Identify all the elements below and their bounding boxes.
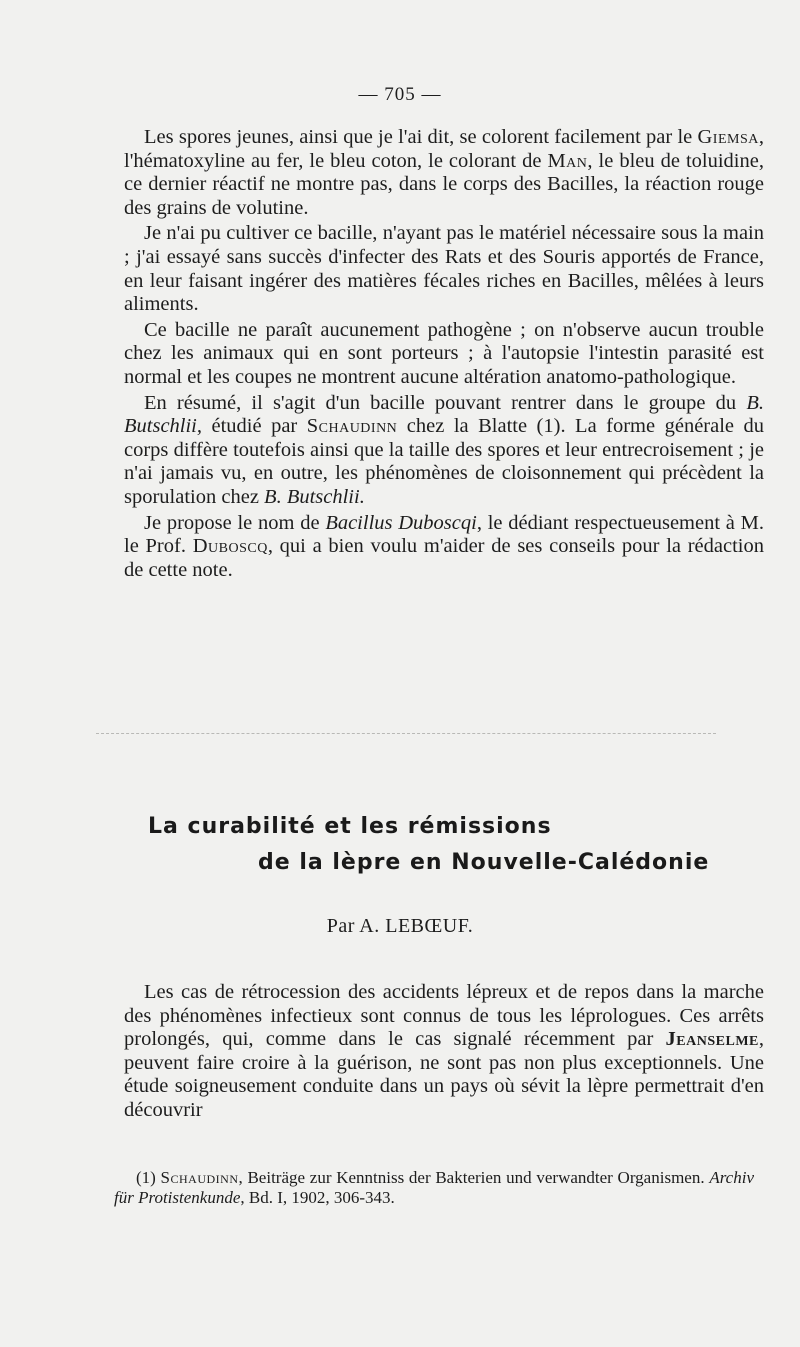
article-title-line-1: La curabilité et les rémissions [148, 814, 552, 839]
paragraph-naming: Je propose le nom de Bacillus Duboscqi, le dédiant respectueusement à M. le Prof. Duboscq, qui a bien voulu m'aider de ses conseils pour la rédaction de cette note. [124, 511, 764, 581]
paragraph-staining: Les spores jeunes, ainsi que je l'ai dit, se colorent facilement par le Giemsa, l'hématoxyline au fer, le bleu coton, le colorant de Man, le bleu de toluidine, ce dernier réactif ne montre pas, dans le corps des Bacilles, la réaction rouge des grains de volutine. [124, 126, 764, 219]
paragraph-summary: En résumé, il s'agit d'un bacille pouvant rentrer dans le groupe du B. Butschlii, étudié par Schaudinn chez la Blatte (1). La forme générale du corps diffère toutefois ainsi que la taille des spores et leur entrecroisement ; je n'ai jamais vu, en outre, les phénomènes de cloisonnement qui précèdent la sporulation chez B. Butschlii. [124, 391, 764, 508]
section-previous-article [124, 126, 764, 582]
article-title-line-2: de la lèpre en Nouvelle-Calédonie [258, 850, 710, 875]
paragraph-intro: Les cas de rétrocession des accidents lépreux et de repos dans la marche des phénomènes infectieux sont connus de tous les léprologues. Ces arrêts prolongés, qui, comme dans le cas signalé récemment par Jeanselme, peuvent faire croire à la guérison, ne sont pas non plus exceptionnels. Une étude soigneusement conduite dans un pays où sévit la lèpre permettrait d'en découvrir [124, 981, 764, 1121]
footnote-author: Schaudinn [160, 1168, 239, 1187]
species-duboscqi: Bacillus Duboscqi [325, 511, 477, 534]
footnote: (1) Schaudinn, Beiträge zur Kenntniss der Bakterien und verwandter Organismen. Archiv für Protistenkunde, Bd. I, 1902, 306-343. [114, 1168, 754, 1207]
species-butschlii-2: B. Butschlii. [264, 485, 365, 508]
name-giemsa: Giemsa [697, 126, 759, 148]
paragraph-pathogenicity: Ce bacille ne paraît aucunement pathogène ; on n'observe aucun trouble chez les animaux qui en sont porteurs ; à l'autopsie l'intestin parasité est normal et les coupes ne montrent aucune altération anatomo-pathologique. [124, 318, 764, 388]
name-schaudinn: Schaudinn [306, 415, 398, 438]
name-jeanselme: Jeanselme [665, 1028, 759, 1051]
section-divider [96, 733, 716, 734]
footnote-journal: Archiv für Protistenkunde [114, 1168, 754, 1207]
paragraph-culture: Je n'ai pu cultiver ce bacille, n'ayant pas le matériel nécessaire sous la main ; j'ai essayé sans succès d'infecter des Rats et des Souris apportés de France, en leur faisant ingérer des matières fécales riches en Bacilles, mêlées à leurs aliments. [124, 222, 764, 316]
name-duboscq: Duboscq [192, 535, 268, 558]
species-butschlii: B. Butschlii, [124, 391, 764, 438]
article-author: Par A. LEBŒUF. [326, 915, 474, 937]
page-number: — 705 — [358, 84, 442, 105]
name-man: Man [547, 149, 588, 172]
article-body [124, 981, 764, 1123]
